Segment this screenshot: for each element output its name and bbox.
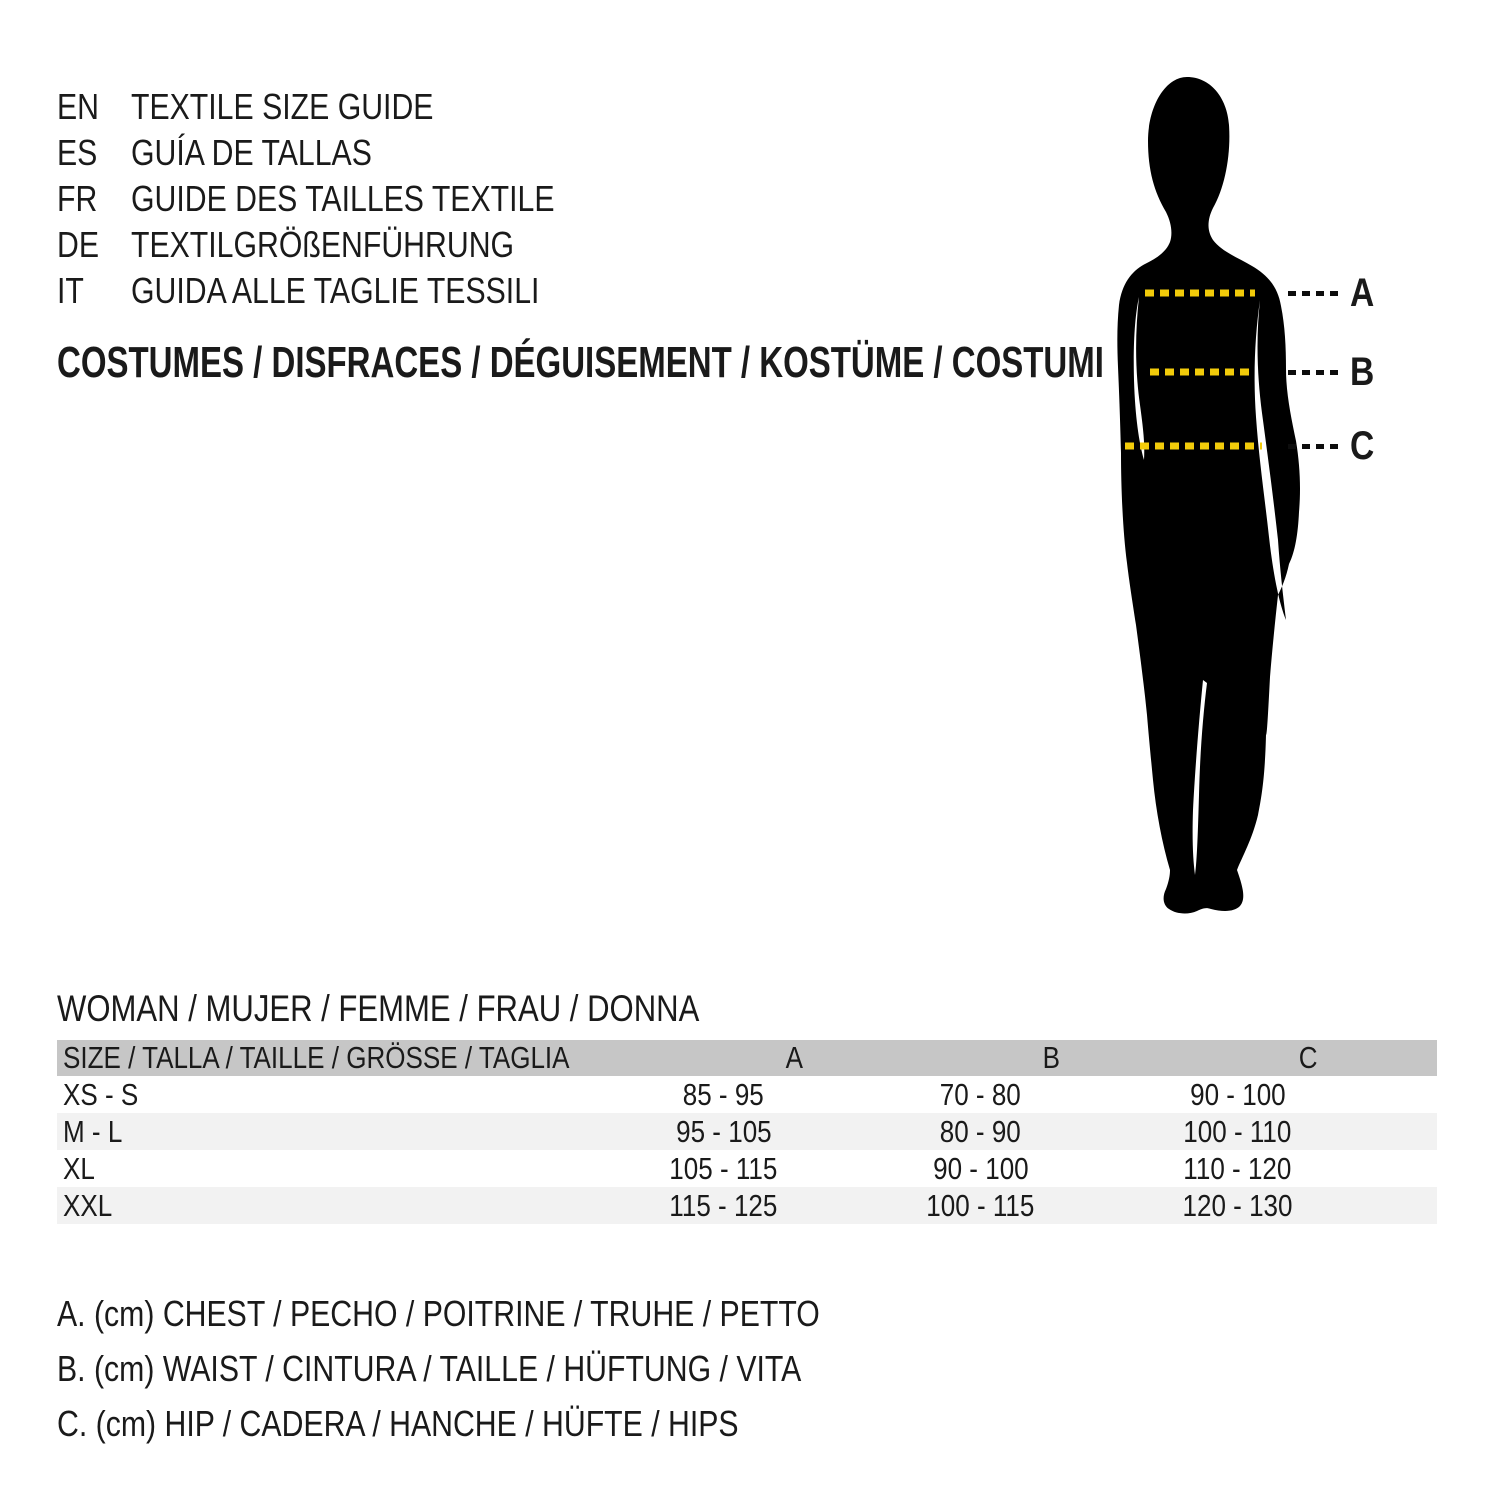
connector-line-c — [1288, 444, 1340, 449]
cell-c: 100 - 110 — [1183, 1114, 1292, 1149]
connector-line-a — [1288, 291, 1340, 296]
cell-size: XL — [63, 1151, 95, 1186]
language-row — [57, 268, 635, 314]
cell-b: 90 - 100 — [932, 1151, 1029, 1186]
language-label: TEXTILGRÖßENFÜHRUNG — [131, 224, 515, 265]
table-row — [57, 1076, 1437, 1113]
cell-size: M - L — [63, 1114, 123, 1149]
connector-line-b — [1288, 370, 1340, 375]
cell-a: 95 - 105 — [675, 1114, 772, 1149]
legend-item: C. (cm) HIP / CADERA / HANCHE / HÜFTE / HIPS — [57, 1403, 739, 1444]
language-code: FR — [57, 178, 98, 219]
size-table-body — [57, 1076, 1437, 1224]
language-code: ES — [57, 132, 98, 173]
cell-b: 80 - 90 — [939, 1114, 1022, 1149]
cell-a: 105 - 115 — [669, 1151, 778, 1186]
language-list — [57, 84, 635, 314]
marker-label-c: C — [1350, 424, 1375, 468]
marker-label-a: A — [1350, 271, 1375, 315]
language-row — [57, 130, 635, 176]
table-row — [57, 1113, 1437, 1150]
table-title: WOMAN / MUJER / FEMME / FRAU / DONNA — [57, 988, 700, 1029]
header-col-b: B — [1042, 1040, 1061, 1075]
language-row — [57, 176, 635, 222]
cell-c: 110 - 120 — [1183, 1151, 1292, 1186]
cell-b: 100 - 115 — [926, 1188, 1035, 1223]
cell-b: 70 - 80 — [939, 1077, 1022, 1112]
language-code: EN — [57, 86, 100, 127]
language-label: GUIDA ALLE TAGLIE TESSILI — [131, 270, 540, 311]
size-table-header — [57, 1040, 1437, 1076]
legend-item: B. (cm) WAIST / CINTURA / TAILLE / HÜFTUNG / VITA — [57, 1348, 802, 1389]
cell-size: XS - S — [63, 1077, 139, 1112]
woman-silhouette-icon — [1090, 75, 1310, 935]
header-size-label: SIZE / TALLA / TAILLE / GRÖSSE / TAGLIA — [63, 1040, 570, 1075]
header-col-a: A — [785, 1040, 804, 1075]
legend-item: A. (cm) CHEST / PECHO / POITRINE / TRUHE / PETTO — [57, 1293, 820, 1334]
table-row — [57, 1187, 1437, 1224]
language-label: TEXTILE SIZE GUIDE — [131, 86, 434, 127]
category-heading: COSTUMES / DISFRACES / DÉGUISEMENT / KOSTÜME / COSTUMI — [57, 338, 1104, 387]
language-label: GUIDE DES TAILLES TEXTILE — [131, 178, 555, 219]
language-code: IT — [57, 270, 84, 311]
size-table — [57, 1040, 1437, 1224]
cell-size: XXL — [63, 1188, 113, 1223]
cell-a: 85 - 95 — [682, 1077, 765, 1112]
header-col-c: C — [1299, 1040, 1318, 1075]
marker-label-b: B — [1350, 350, 1375, 394]
language-row — [57, 222, 635, 268]
language-code: DE — [57, 224, 100, 265]
table-row — [57, 1150, 1437, 1187]
woman-silhouette — [1090, 75, 1310, 935]
cell-a: 115 - 125 — [669, 1188, 778, 1223]
measurement-legend — [57, 1286, 965, 1451]
language-row — [57, 84, 635, 130]
cell-c: 90 - 100 — [1189, 1077, 1286, 1112]
language-label: GUÍA DE TALLAS — [131, 132, 372, 173]
cell-c: 120 - 130 — [1182, 1188, 1293, 1223]
